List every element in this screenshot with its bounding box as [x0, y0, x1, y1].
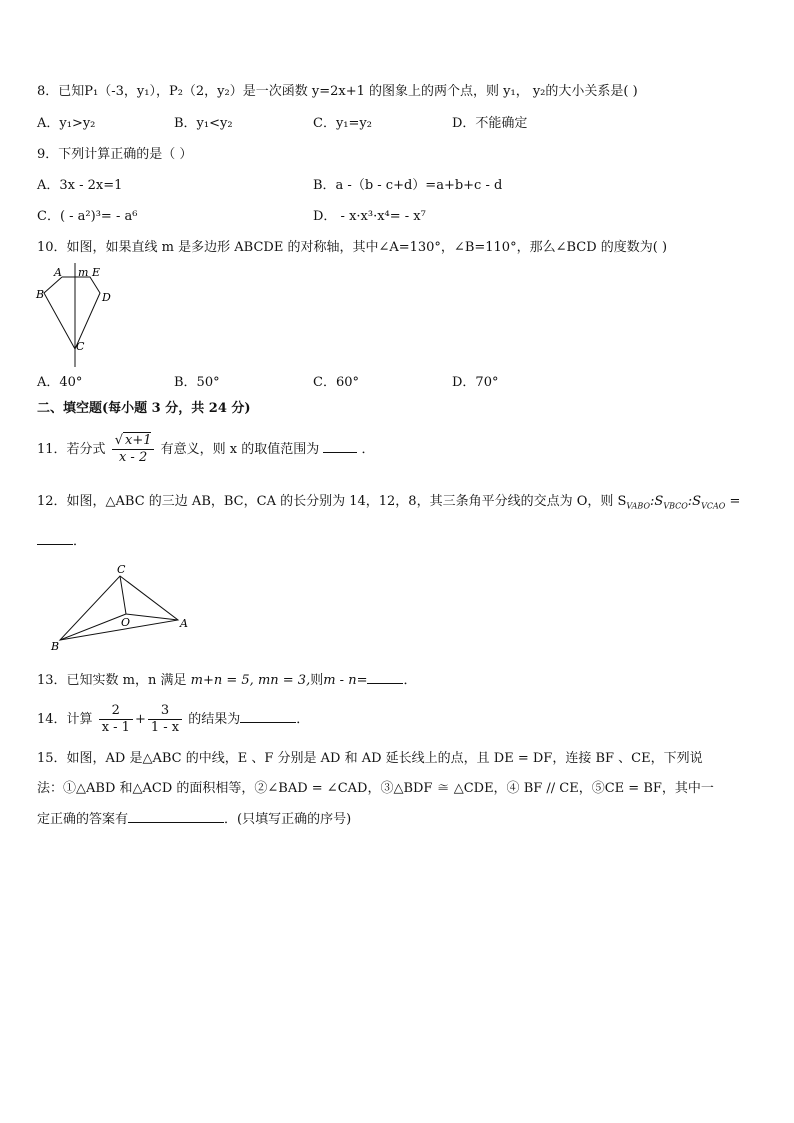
q12-end: ．: [73, 534, 87, 549]
q11-answer-blank: [323, 440, 357, 453]
q11-fraction: [112, 433, 155, 466]
q14-f2-denominator: 1 - x: [150, 720, 180, 735]
q15-prefix: 定正确的答案有: [37, 812, 129, 827]
q15-line-2: 法：①△ABD 和△ACD 的面积相等，②∠BAD = ∠CAD，③△BDF ≅ △CDE，④ BF // CE，⑤CE = BF，其中一: [37, 781, 714, 796]
q13-expr: m - n: [323, 673, 357, 688]
q14-plus: +: [134, 712, 146, 727]
q14-prefix: 14．计算: [37, 712, 93, 727]
q9-option-d: D． - x·x³·x⁴= - x⁷: [313, 209, 426, 224]
q10-option-c: C．60°: [313, 375, 359, 390]
q10-label-c: C: [76, 340, 85, 353]
q12-label-c: C: [117, 563, 126, 576]
q12-sep-1: :S: [650, 494, 664, 509]
q9-option-b: B．a -（b - c+d）=a+b+c - d: [313, 178, 503, 193]
q9-option-c: C．( - a²)³= - a⁶: [37, 209, 138, 224]
section-title: 二、填空题(每小题 3 分，共 24 分): [37, 401, 251, 416]
q12-answer-line: [37, 532, 86, 551]
q14-answer-blank: [240, 710, 296, 723]
q10-label-m: m: [78, 266, 89, 279]
q12-figure-triangle: [48, 562, 198, 654]
q14-fraction-2: [148, 703, 182, 736]
q13: [37, 671, 417, 690]
q12-answer-blank: [37, 532, 73, 545]
q13-answer-blank: [367, 671, 403, 684]
q15-answer-blank: [128, 810, 224, 823]
q9-option-a: A．3x - 2x=1: [37, 178, 123, 193]
q10-figure-pentagon: [34, 263, 124, 369]
q8-option-d: D．不能确定: [452, 116, 528, 131]
q14-f1-numerator: 2: [99, 703, 133, 720]
q10-option-d: D．70°: [452, 375, 499, 390]
q11-numerator: √ x+1: [112, 433, 155, 450]
q13-prefix: 13．已知实数 m，n 满足: [37, 673, 187, 688]
q15-line-3: [37, 810, 351, 829]
q15-suffix: ．(只填写正确的序号): [224, 812, 352, 827]
q8-option-b: B．y₁<y₂: [174, 116, 233, 131]
q13-eq: =: [356, 673, 368, 688]
q13-mid: 则: [310, 673, 324, 688]
q11: [37, 430, 375, 470]
q12-sub-cao: VCAO: [701, 501, 726, 511]
q10-option-a: A．40°: [37, 375, 83, 390]
q10-label-e: E: [92, 266, 101, 279]
q12-sub-bco: VBCO: [663, 501, 688, 511]
q12-eq: =: [725, 494, 741, 509]
q13-end: ．: [403, 673, 417, 688]
q10-label-b: B: [36, 288, 45, 301]
q15-line-1: 15．如图，AD 是△ABC 的中线，E 、F 分别是 AD 和 AD 延长线上的点，且 DE = DF，连接 BF 、CE，下列说: [37, 751, 703, 766]
q11-end: ．: [361, 442, 375, 457]
q12-label-b: B: [51, 640, 60, 653]
q12-label-o: O: [121, 616, 131, 629]
q11-radicand: x+1: [124, 433, 152, 448]
q10-label-a: A: [54, 266, 62, 279]
q8-option-c: C．y₁=y₂: [313, 116, 372, 131]
q14-end: ．: [296, 712, 310, 727]
q11-denominator: x - 2: [118, 450, 148, 465]
q14-fraction-1: [99, 703, 133, 736]
q9-stem: 9．下列计算正确的是（ ）: [37, 147, 193, 162]
q10-stem: 10．如图，如果直线 m 是多边形 ABCDE 的对称轴，其中∠A=130°，∠B=110°，那么∠BCD 的度数为( ): [37, 240, 668, 255]
q8-option-a: A．y₁>y₂: [37, 116, 96, 131]
q12-stem: [37, 493, 740, 516]
q11-suffix: 有意义，则 x 的取值范围为: [160, 442, 320, 457]
q12-text: 12．如图，△ABC 的三边 AB，BC，CA 的长分别为 14，12，8，其三条角平分线的交点为 O，则 S: [37, 494, 627, 509]
q12-sub-abo: VABO: [626, 501, 651, 511]
q11-prefix: 11．若分式: [37, 442, 106, 457]
q14-f1-denominator: x - 1: [101, 720, 130, 735]
q14: [37, 700, 309, 740]
q10-label-d: D: [102, 291, 111, 304]
q14-suffix: 的结果为: [188, 712, 241, 727]
q14-f2-numerator: 3: [148, 703, 182, 720]
q8-stem: 8．已知P₁（-3，y₁），P₂（2，y₂）是一次函数 y=2x+1 的图象上的两个点，则 y₁， y₂的大小关系是( ): [37, 84, 638, 99]
q12-sep-2: :S: [687, 494, 702, 509]
q10-option-b: B．50°: [174, 375, 220, 390]
q13-math: m+n = 5, mn = 3,: [190, 673, 311, 688]
q12-label-a: A: [180, 617, 188, 630]
